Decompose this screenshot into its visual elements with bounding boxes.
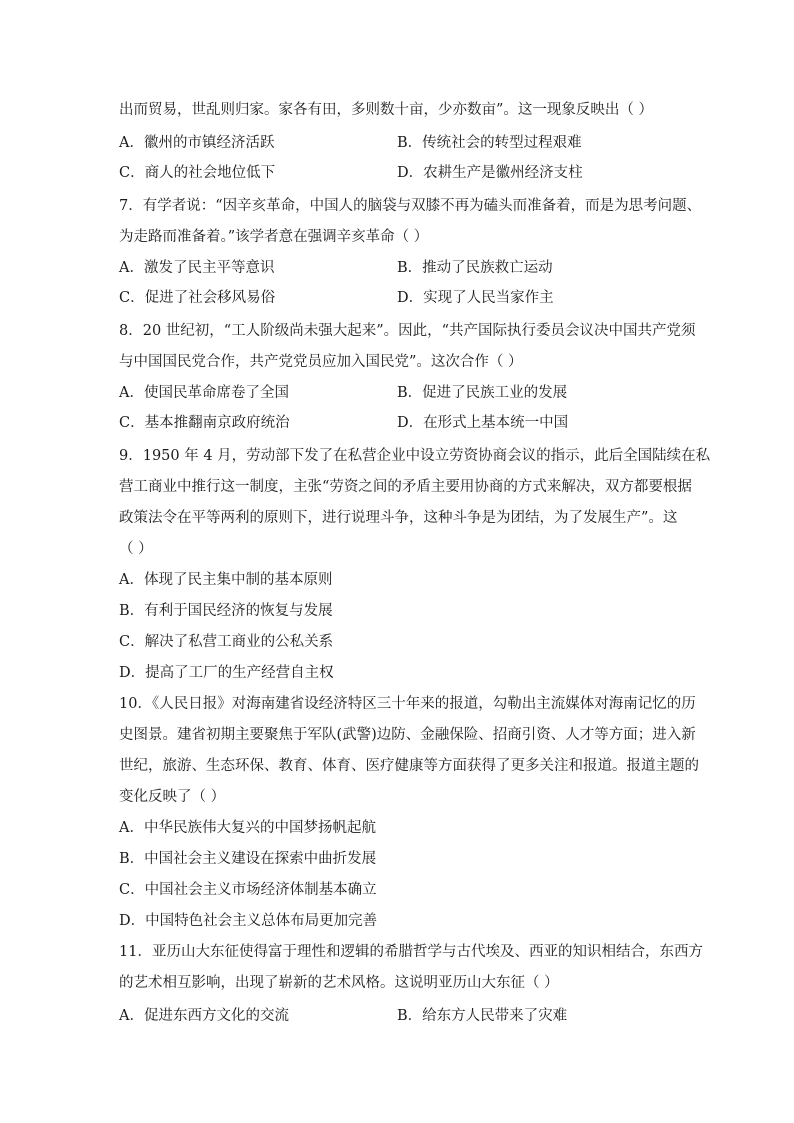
q6-option-c[interactable]: C．商人的社会地位低下 bbox=[119, 165, 276, 181]
q6-stem-tail: 出而贸易，世乱则归家。家各有田，多则数十亩，少亦数亩”。这一现象反映出（ ） bbox=[119, 102, 654, 118]
q9-stem-line-1: 9．1950 年 4 月，劳动部下发了在私营企业中设立劳资协商会议的指示，此后全国陆续在私 bbox=[119, 448, 711, 464]
q10-stem-line-3: 世纪，旅游、生态环保、教育、体育、医疗健康等方面获得了更多关注和报道。报道主题的 bbox=[119, 758, 699, 774]
q9-option-c[interactable]: C．解决了私营工商业的公私关系 bbox=[119, 634, 334, 650]
q8-option-b[interactable]: B．促进了民族工业的发展 bbox=[397, 385, 568, 401]
q10-option-a[interactable]: A．中华民族伟大复兴的中国梦扬帆起航 bbox=[119, 820, 376, 836]
q9-option-a[interactable]: A．体现了民主集中制的基本原则 bbox=[119, 572, 333, 588]
q9-stem-line-4: （ ） bbox=[119, 541, 153, 557]
q10-stem-line-4: 变化反映了（ ） bbox=[119, 789, 226, 805]
q11-option-a[interactable]: A．促进东西方文化的交流 bbox=[119, 1008, 289, 1024]
q7-option-a[interactable]: A．激发了民主平等意识 bbox=[119, 260, 275, 276]
q8-stem-line-1: 8．20 世纪初，“工人阶级尚未强大起来”。因此，“共产国际执行委员会议决中国共产党须 bbox=[119, 323, 696, 339]
q9-stem-line-3: 政策法令在平等两利的原则下，进行说理斗争，这种斗争是为团结，为了发展生产”。这 bbox=[119, 510, 678, 526]
q8-option-d[interactable]: D．在形式上基本统一中国 bbox=[397, 415, 569, 431]
q7-option-d[interactable]: D．实现了人民当家作主 bbox=[397, 290, 554, 306]
q7-option-c[interactable]: C．促进了社会移风易俗 bbox=[119, 290, 276, 306]
q10-stem-line-2: 史图景。建省初期主要聚焦于军队(武警)边防、金融保险、招商引资、人才等方面；进入新 bbox=[119, 727, 696, 743]
q7-option-b[interactable]: B．推动了民族救亡运动 bbox=[397, 260, 553, 276]
q11-stem-line-1: 11．亚历山大东征使得富于理性和逻辑的希腊哲学与古代埃及、西亚的知识相结合，东西方 bbox=[119, 944, 703, 960]
q8-option-a[interactable]: A．使国民革命席卷了全国 bbox=[119, 385, 289, 401]
q10-option-b[interactable]: B．中国社会主义建设在探索中曲折发展 bbox=[119, 851, 377, 867]
q9-option-d[interactable]: D．提高了工厂的生产经营自主权 bbox=[119, 665, 334, 681]
q6-option-b[interactable]: B．传统社会的转型过程艰难 bbox=[397, 135, 582, 151]
q9-option-b[interactable]: B．有利于国民经济的恢复与发展 bbox=[119, 603, 333, 619]
q10-stem-line-1: 10．《人民日报》对海南建省设经济特区三十年来的报道，勾勒出主流媒体对海南记忆的历 bbox=[119, 696, 696, 712]
q6-option-a[interactable]: A．徽州的市镇经济活跃 bbox=[119, 135, 275, 151]
q6-option-d[interactable]: D．农耕生产是徽州经济支柱 bbox=[397, 165, 583, 181]
q11-option-b[interactable]: B．给东方人民带来了灾难 bbox=[397, 1008, 568, 1024]
q10-option-c[interactable]: C．中国社会主义市场经济体制基本确立 bbox=[119, 882, 377, 898]
q8-stem-line-2: 与中国国民党合作，共产党党员应加入国民党”。这次合作（ ） bbox=[119, 354, 523, 370]
q9-stem-line-2: 营工商业中推行这一制度，主张“劳资之间的矛盾主要用协商的方式来解决，双方都要根据 bbox=[119, 479, 692, 495]
q7-stem-line-2: 为走路而准备着。”该学者意在强调辛亥革命（ ） bbox=[119, 229, 429, 245]
q8-option-c[interactable]: C．基本推翻南京政府统治 bbox=[119, 415, 290, 431]
q11-stem-line-2: 的艺术相互影响，出现了崭新的艺术风格。这说明亚历山大东征（ ） bbox=[119, 975, 559, 991]
q10-option-d[interactable]: D．中国特色社会主义总体布局更加完善 bbox=[119, 913, 378, 929]
q7-stem-line-1: 7．有学者说：“因辛亥革命，中国人的脑袋与双膝不再为磕头而准备着，而是为思考问题、 bbox=[119, 198, 702, 214]
